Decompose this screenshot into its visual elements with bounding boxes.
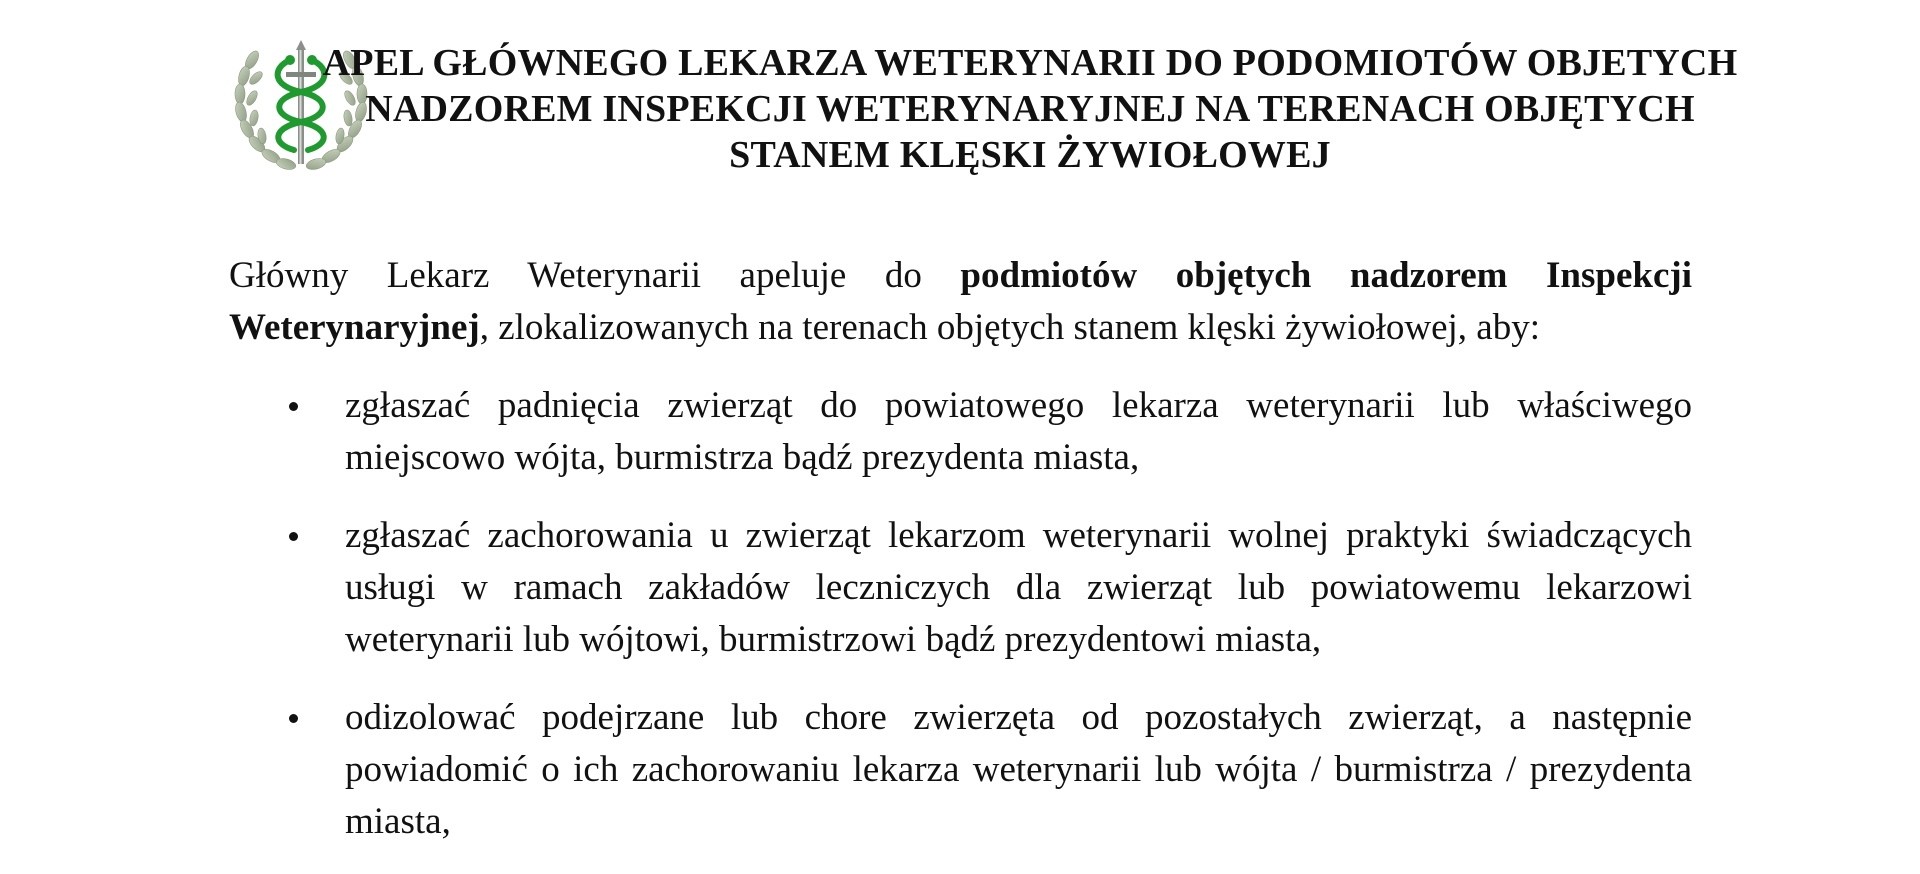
bullet-icon	[289, 532, 298, 541]
list-item-text: zgłaszać zachorowania u zwierząt lekarzom weterynarii wolnej praktyki świadczących usługi w ramach zakładów leczniczych dla zwierząt lub powiatowemu lekarzowi weterynarii lub wójtowi, burmistrzowi bądź prezydentowi miasta,	[345, 515, 1692, 660]
list-item	[229, 380, 1692, 484]
title-line-2: NADZOREM INSPEKCJI WETERYNARYJNEJ NA TERENACH OBJĘTYCH	[365, 88, 1695, 130]
bullet-icon	[289, 402, 298, 411]
title-line-1: APEL GŁÓWNEGO LEKARZA WETERYNARII DO PODOMIOTÓW OBJETYCH	[322, 42, 1738, 84]
intro-bold-subject: podmiotów objętych nadzorem Inspekcji Weterynaryjnej	[229, 255, 1692, 348]
list-item	[229, 692, 1692, 848]
appeal-bullet-list	[229, 380, 1692, 848]
document-title-clip	[322, 40, 1738, 180]
document-title	[160, 40, 1900, 178]
list-item-text: odizolować podejrzane lub chore zwierzęta od pozostałych zwierząt, a następnie powiadomić o ich zachorowaniu lekarza weterynarii lub wójta / burmistrza / prezydenta miasta,	[345, 697, 1692, 842]
bullet-icon	[289, 714, 298, 723]
title-line-3: STANEM KLĘSKI ŻYWIOŁOWEJ	[729, 134, 1331, 176]
intro-text-end: , zlokalizowanych na terenach objętych stanem klęski żywiołowej, aby:	[479, 307, 1541, 348]
list-item-text: zgłaszać padnięcia zwierząt do powiatowego lekarza weterynarii lub właściwego miejscowo wójta, burmistrza bądź prezydenta miasta,	[345, 385, 1692, 478]
document-body	[229, 250, 1692, 874]
intro-paragraph	[229, 250, 1692, 354]
list-item	[229, 510, 1692, 666]
intro-text-start: Główny Lekarz Weterynarii apeluje do	[229, 255, 961, 296]
